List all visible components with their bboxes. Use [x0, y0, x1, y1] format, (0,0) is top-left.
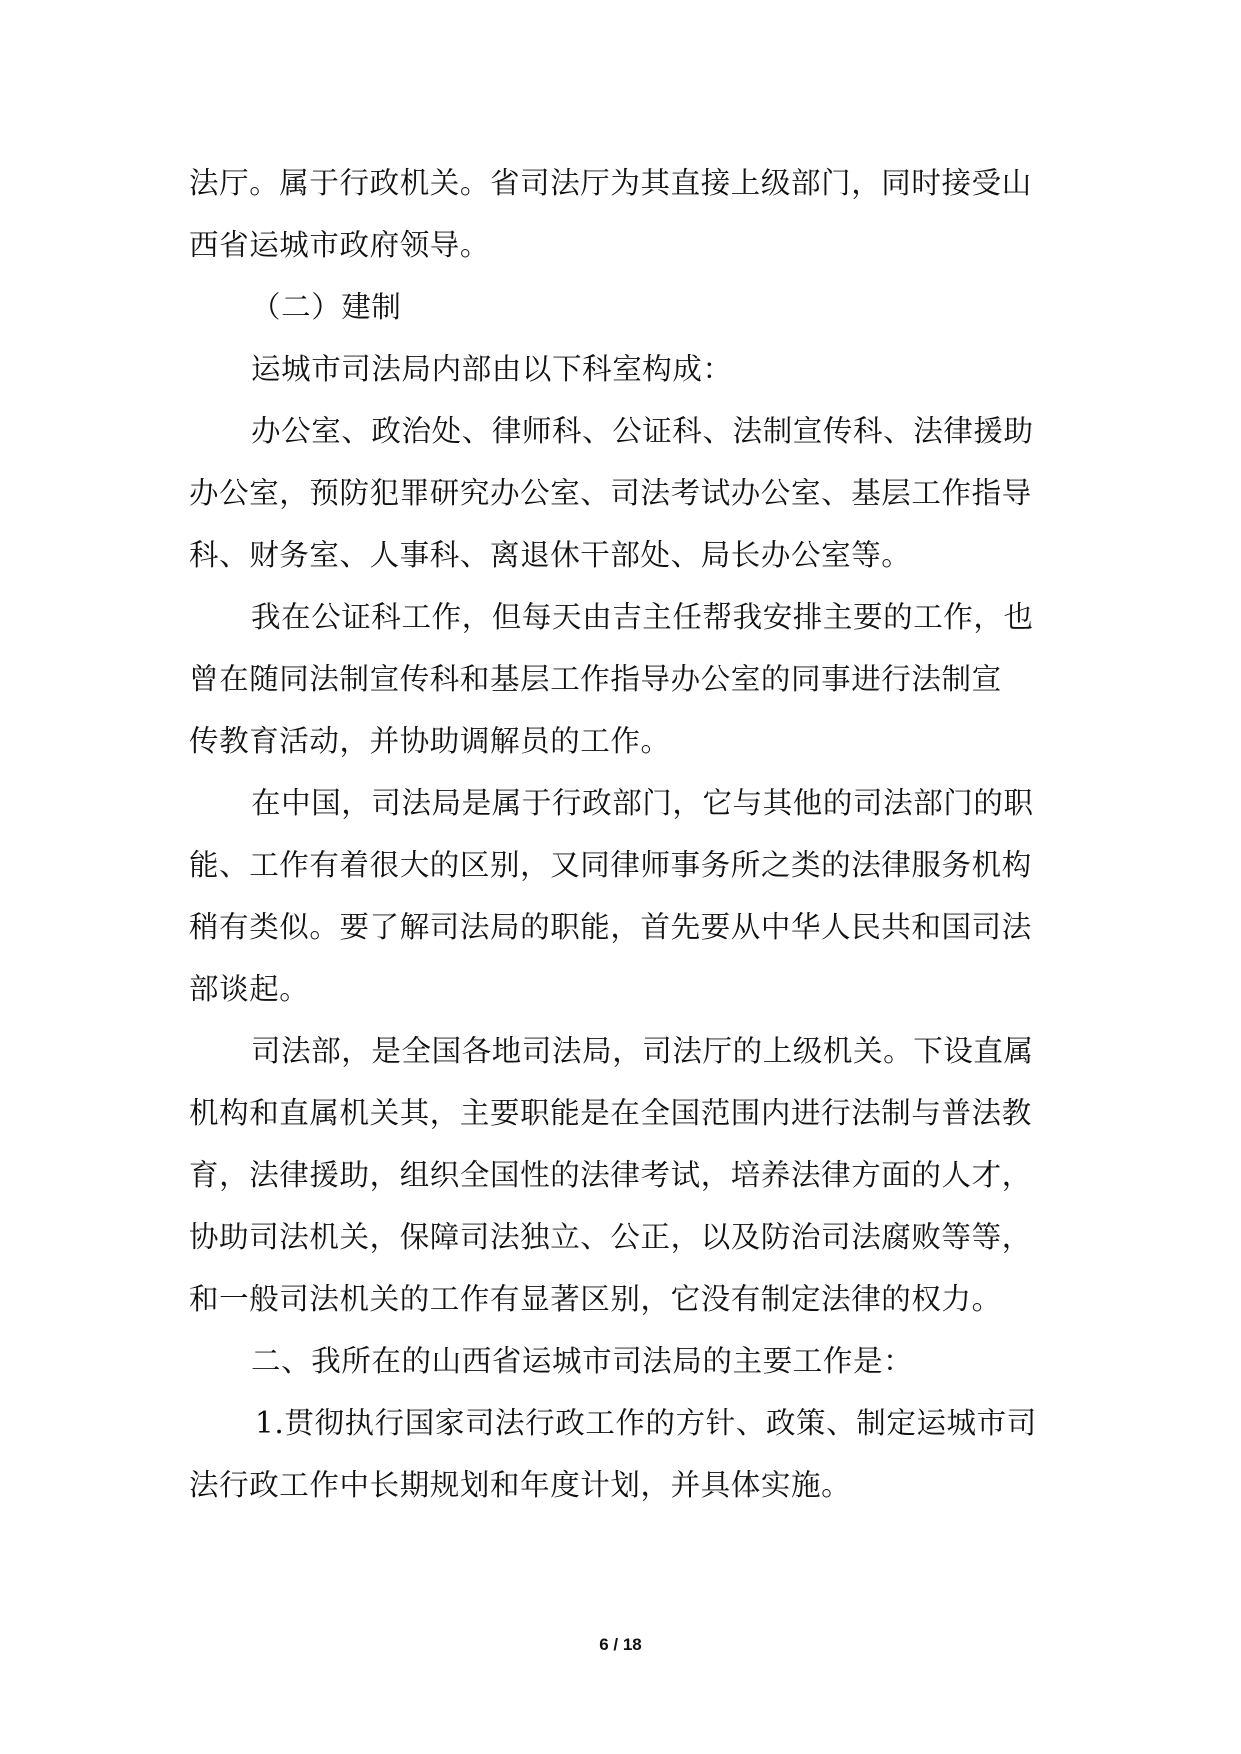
paragraph	[189, 1020, 1055, 1330]
text-line: 在中国，司法局是属于行政部门，它与其他的司法部门的职	[251, 786, 1034, 820]
text-line: 协助司法机关，保障司法独立、公正，以及防治司法腐败等等，	[189, 1220, 1032, 1254]
text-line: 我在公证科工作，但每天由吉主任帮我安排主要的工作，也	[251, 600, 1034, 634]
paragraph	[189, 400, 1055, 586]
paragraph	[189, 586, 1055, 772]
text-line: （二）建制	[251, 290, 402, 324]
text-line: 曾在随同法制宣传科和基层工作指导办公室的同事进行法制宣	[189, 662, 1002, 696]
list-item	[189, 1392, 1055, 1516]
text-line: 法厅。属于行政机关。省司法厅为其直接上级部门，同时接受山	[189, 166, 1032, 200]
text-line: 能、工作有着很大的区别，又同律师事务所之类的法律服务机构	[189, 848, 1032, 882]
text-line: 法行政工作中长期规划和年度计划，并具体实施。	[189, 1468, 852, 1502]
text-line: 司法部，是全国各地司法局，司法厅的上级机关。下设直属	[251, 1034, 1034, 1068]
paragraph	[189, 338, 1055, 400]
document-body	[189, 152, 1055, 1516]
text-line: 机构和直属机关其，主要职能是在全国范围内进行法制与普法教	[189, 1096, 1032, 1130]
text-line: 部谈起。	[189, 972, 310, 1006]
text-line: 运城市司法局内部由以下科室构成：	[251, 352, 733, 386]
text-line: 二、我所在的山西省运城市司法局的主要工作是：	[251, 1344, 914, 1378]
text-line: 育，法律援助，组织全国性的法律考试，培养法律方面的人才，	[189, 1158, 1032, 1192]
text-line: 和一般司法机关的工作有显著区别，它没有制定法律的权力。	[189, 1282, 1002, 1316]
paragraph	[189, 772, 1055, 1020]
paragraph	[189, 152, 1055, 276]
section-heading	[189, 276, 1055, 338]
text-line: 办公室，预防犯罪研究办公室、司法考试办公室、基层工作指导	[189, 476, 1032, 510]
text-line: 传教育活动，并协助调解员的工作。	[189, 724, 671, 758]
text-line: 稍有类似。要了解司法局的职能，首先要从中华人民共和国司法	[189, 910, 1032, 944]
text-line: 科、财务室、人事科、离退休干部处、局长办公室等。	[189, 538, 912, 572]
text-line: 办公室、政治处、律师科、公证科、法制宣传科、法律援助	[251, 414, 1034, 448]
page-number: 6 / 18	[599, 1635, 642, 1654]
text-line: 西省运城市政府领导。	[189, 228, 491, 262]
text-line: 1.贯彻执行国家司法行政工作的方针、政策、制定运城市司	[255, 1406, 1037, 1440]
section-heading	[189, 1330, 1055, 1392]
